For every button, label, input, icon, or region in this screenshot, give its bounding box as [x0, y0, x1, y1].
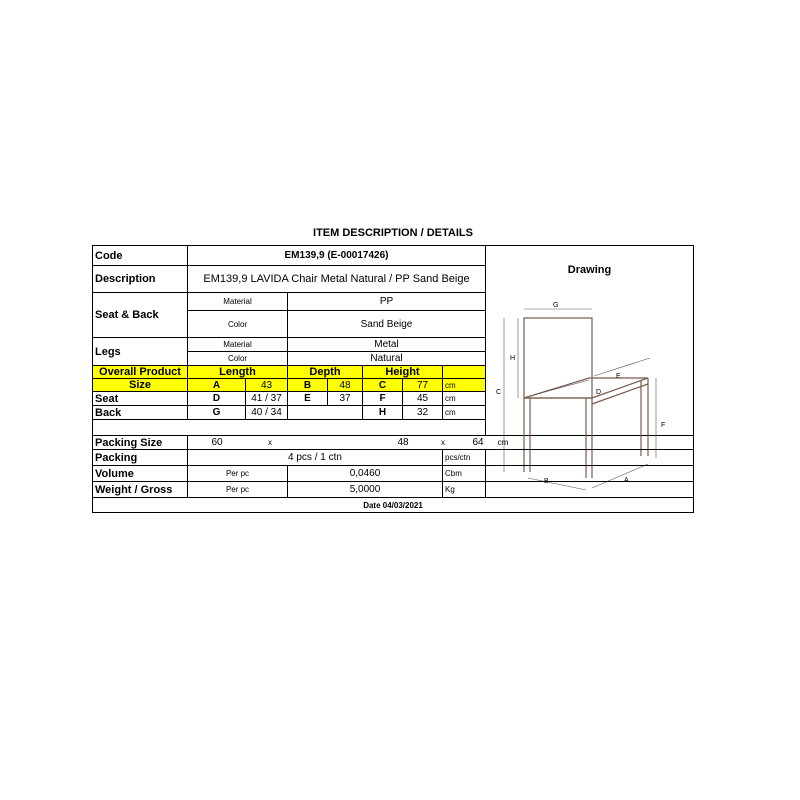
packing-size-label: Packing Size	[93, 436, 188, 450]
seat-back-material-label: Material	[188, 293, 288, 311]
seat-unit: cm	[443, 392, 486, 406]
volume-label: Volume	[93, 466, 188, 482]
volume-unit: Cbm	[443, 466, 486, 482]
dim-label-b: B	[544, 478, 549, 485]
overall-a-value: 43	[246, 379, 288, 392]
seat-label: Seat	[93, 392, 188, 406]
weight-blank	[486, 482, 693, 498]
code-label: Code	[93, 246, 188, 266]
back-g-label: G	[188, 406, 246, 420]
packing-unit: pcs/ctn	[443, 450, 486, 466]
dim-label-c: C	[496, 389, 502, 396]
seat-back-color-value: Sand Beige	[288, 311, 486, 338]
dim-label-h: H	[510, 355, 516, 362]
volume-blank	[486, 466, 693, 482]
weight-label: Weight / Gross	[93, 482, 188, 498]
back-unit: cm	[443, 406, 486, 420]
volume-per: Per pc	[188, 466, 288, 482]
packing-size-height: 64	[472, 437, 484, 448]
spacer-row	[93, 420, 486, 436]
packing-size-x1: x	[268, 438, 272, 447]
seat-d-label: D	[188, 392, 246, 406]
legs-material-value: Metal	[288, 338, 486, 352]
overall-length-label: Length	[188, 366, 288, 379]
legs-color-label: Color	[188, 352, 288, 366]
overall-a-label: A	[188, 379, 246, 392]
seat-f-value: 45	[403, 392, 443, 406]
dim-label-e: E	[616, 373, 621, 380]
seat-back-label: Seat & Back	[93, 293, 188, 338]
overall-c-value: 77	[403, 379, 443, 392]
volume-value: 0,0460	[288, 466, 443, 482]
description-value: EM139,9 LAVIDA Chair Metal Natural / PP Sand Beige	[188, 266, 486, 293]
seat-back-color-label: Color	[188, 311, 288, 338]
back-h-label: H	[363, 406, 403, 420]
seat-e-label: E	[288, 392, 328, 406]
seat-d-value: 41 / 37	[246, 392, 288, 406]
code-value: EM139,9 (E-00017426)	[188, 246, 486, 266]
weight-per: Per pc	[188, 482, 288, 498]
packing-size-length: 60	[211, 437, 223, 448]
overall-size-label: Size	[93, 379, 188, 392]
dim-label-g: G	[553, 302, 559, 309]
dim-label-a: A	[624, 477, 629, 484]
back-h-value: 32	[403, 406, 443, 420]
date-footer: Date 04/03/2021	[363, 500, 423, 510]
seat-back-material-value: PP	[288, 293, 486, 311]
page-title: ITEM DESCRIPTION / DETAILS	[313, 227, 473, 239]
back-label: Back	[93, 406, 188, 420]
dim-label-f: F	[661, 422, 666, 429]
seat-e-value: 37	[328, 392, 363, 406]
legs-color-value: Natural	[288, 352, 486, 366]
description-label: Description	[93, 266, 188, 293]
packing-label: Packing	[93, 450, 188, 466]
packing-value: 4 pcs / 1 ctn	[188, 450, 443, 466]
weight-unit: Kg	[443, 482, 486, 498]
overall-c-label: C	[363, 379, 403, 392]
packing-size-row	[188, 436, 693, 450]
back-empty	[288, 406, 363, 420]
packing-blank	[486, 450, 693, 466]
legs-material-label: Material	[188, 338, 288, 352]
overall-label: Overall Product	[93, 366, 188, 379]
dim-label-d: D	[596, 389, 602, 396]
seat-f-label: F	[363, 392, 403, 406]
overall-blank	[443, 366, 486, 379]
overall-b-value: 48	[328, 379, 363, 392]
weight-value: 5,0000	[288, 482, 443, 498]
legs-label: Legs	[93, 338, 188, 366]
overall-unit: cm	[443, 379, 486, 392]
back-g-value: 40 / 34	[246, 406, 288, 420]
packing-size-unit: cm	[497, 438, 509, 447]
item-details-sheet	[92, 245, 694, 513]
overall-b-label: B	[288, 379, 328, 392]
packing-size-x2: x	[441, 438, 445, 447]
overall-depth-label: Depth	[288, 366, 363, 379]
drawing-label: Drawing	[567, 264, 612, 276]
packing-size-width: 48	[397, 437, 409, 448]
overall-height-label: Height	[363, 366, 443, 379]
